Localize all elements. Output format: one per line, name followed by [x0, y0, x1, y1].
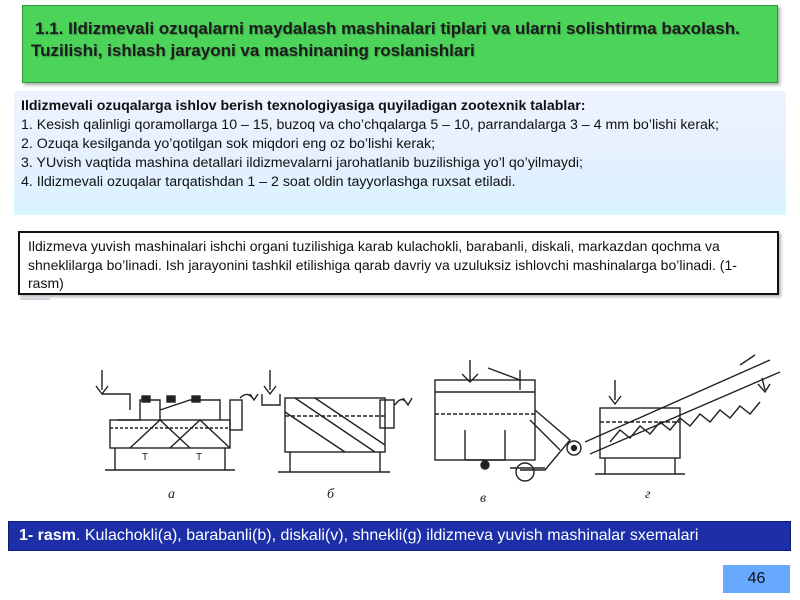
page-number: 46: [723, 565, 790, 593]
machine-v-diagram: [435, 360, 570, 481]
washing-machines-figure: [90, 350, 790, 520]
tank-label-2: T: [196, 452, 203, 463]
requirement-item-1: 1. Kesish qalinligi qoramollarga 10 – 15, buzoq va cho’chqalarga 5 – 10, parrandalarga 3 – 4 mm bo’lishi kerak;: [21, 117, 719, 133]
requirements-heading: Ildizmevali ozuqalarga ishlov berish texnologiyasiga quyiladigan zootexnik talablar:: [21, 98, 586, 114]
figure-label-b: б: [327, 487, 335, 502]
divider: [20, 298, 50, 300]
requirement-item-2: 2. Ozuqa kesilganda yo’qotilgan sok miqdori eng oz bo’lishi kerak;: [21, 136, 436, 152]
figure-label-v: в: [480, 491, 487, 506]
requirement-item-3: 3. YUvish vaqtida mashina detallari ildizmevalarni jarohatlanib buzilishiga yo’l qo’yilmaydi;: [21, 155, 583, 171]
tank-label-1: T: [142, 452, 149, 463]
caption-bold: 1- rasm: [19, 527, 76, 544]
requirements-box: [14, 91, 786, 215]
machine-a-diagram: [96, 370, 258, 470]
figure-label-a: а: [168, 487, 175, 502]
info-box: Ildizmeva yuvish mashinalari ishchi organi tuzilishiga karab kulachokli, barabanli, diskali, markazdan qochma va shneklilarga bo’linadi. Ish jarayonini tashkil etilishiga qarab davriy va uzuluksiz ishlovchi mashinalarga bo’linadi. (1-rasm): [18, 231, 779, 295]
figure-caption: [8, 521, 791, 551]
caption-text: . Kulachokli(a), barabanli(b), diskali(v), shnekli(g) ildizmeva yuvish mashinalar sxemalari: [75, 527, 699, 544]
title-line-2: Tuzilishi, ishlash jarayoni va mashinaning roslanishlari: [31, 41, 475, 60]
slide-title: [22, 5, 778, 83]
machine-b-diagram: [262, 370, 412, 472]
figure-label-g: г: [645, 487, 651, 502]
requirement-item-4: 4. Ildizmevali ozuqalar tarqatishdan 1 – 2 soat oldin tayyorlashga ruxsat etiladi.: [21, 174, 516, 190]
machine-g-diagram: [567, 355, 780, 474]
title-line-1: 1.1. Ildizmevali ozuqalarni maydalash mashinalari tiplari va ularni solishtirma baxolash.: [35, 19, 740, 38]
